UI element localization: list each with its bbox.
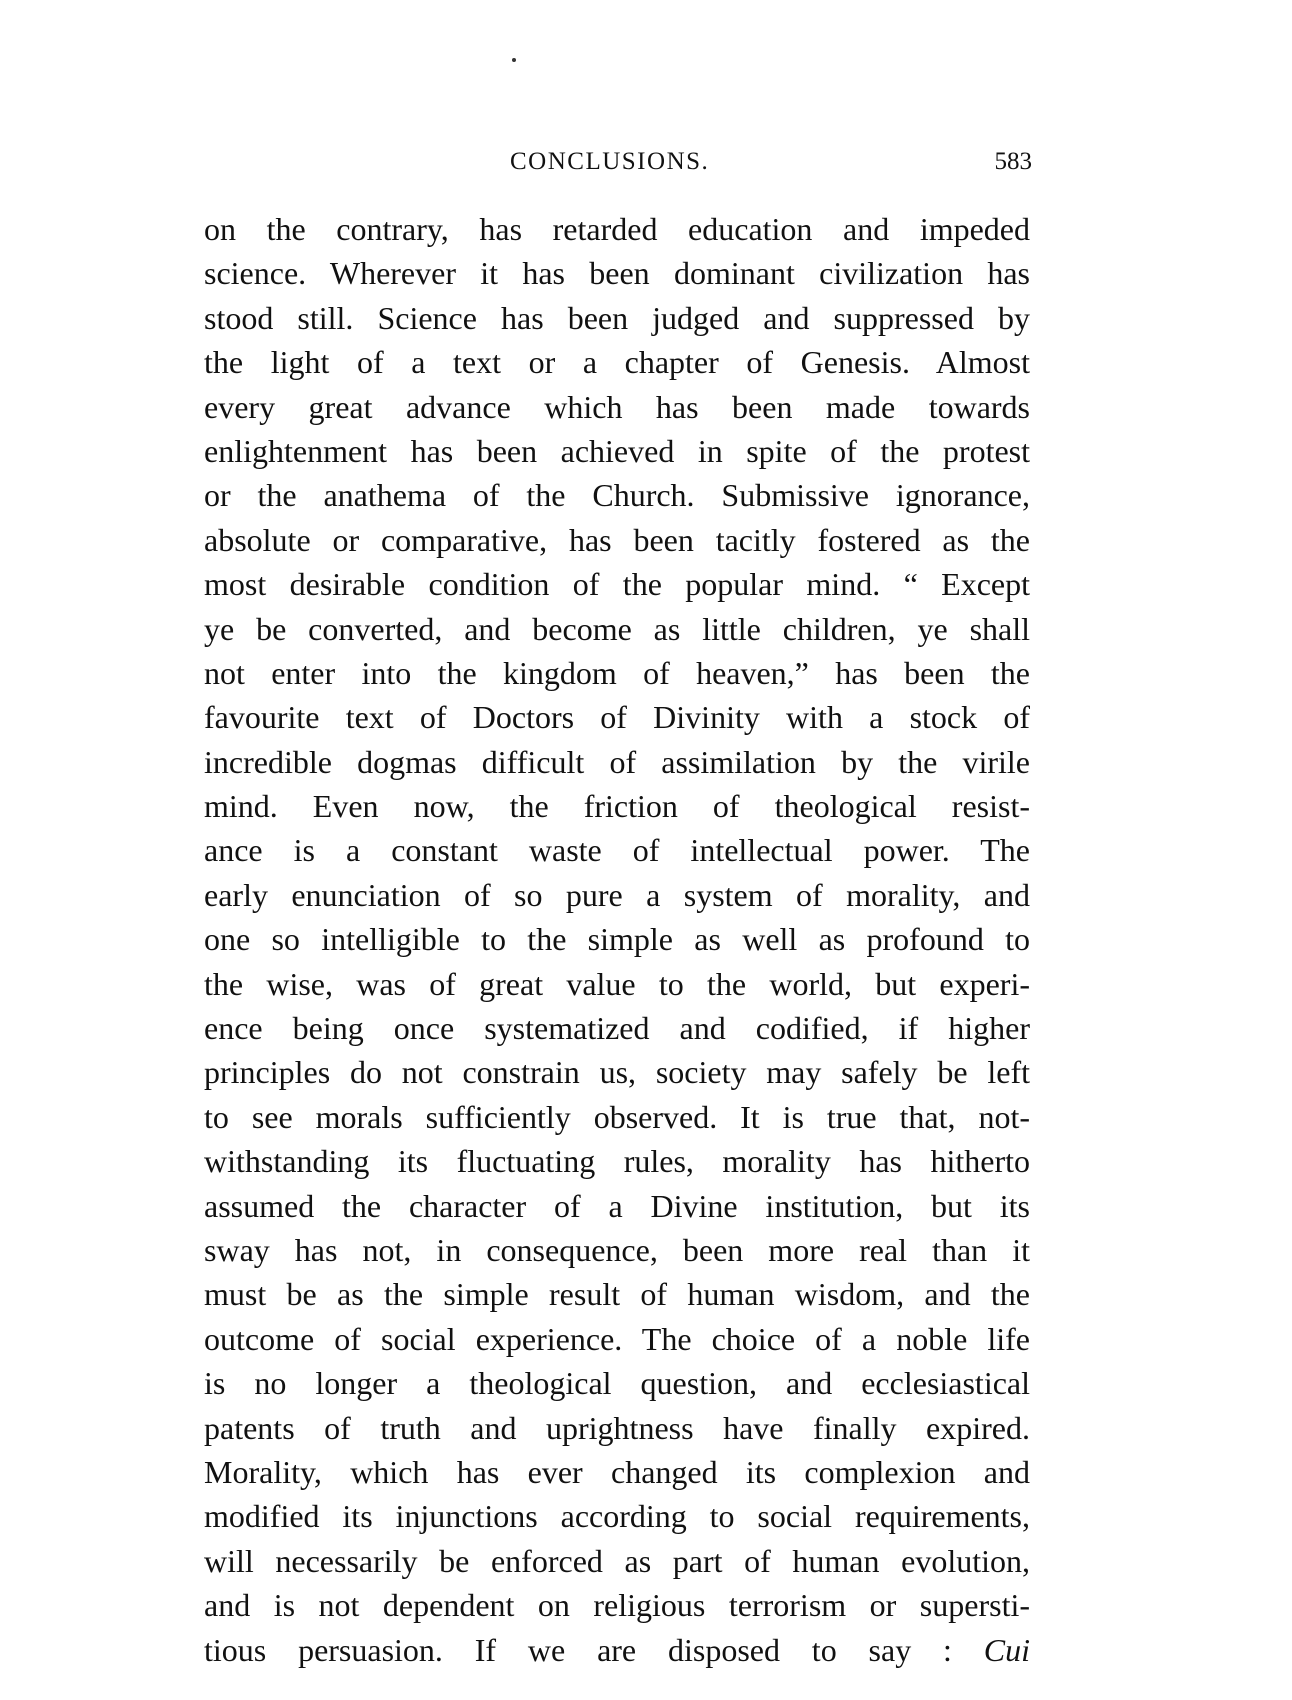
text-line: science. Wherever it has been dominant civilization has <box>204 255 1030 292</box>
text-line: Morality, which has ever changed its complexion and <box>204 1453 1030 1490</box>
text-line: on the contrary, has retarded education and impeded <box>204 211 1030 247</box>
text-line: and is not dependent on religious terrorism or supersti- <box>204 1587 1030 1624</box>
final-line-text: tious persuasion. If we are disposed to say : <box>204 1631 952 1668</box>
text-line: most desirable condition of the popular mind. “ Except <box>204 566 1030 603</box>
text-line: one so intelligible to the simple as well as profound to <box>204 921 1030 958</box>
text-line: mind. Even now, the friction of theological resist- <box>204 788 1030 825</box>
text-line: will necessarily be enforced as part of human evolution, <box>204 1542 1030 1579</box>
text-line: patents of truth and uprightness have finally expired. <box>204 1409 1030 1446</box>
text-line: the wise, was of great value to the world, but experi- <box>204 965 1030 1002</box>
text-line: assumed the character of a Divine institution, but its <box>204 1187 1030 1224</box>
text-line: absolute or comparative, has been tacitly fostered as the <box>204 521 1030 558</box>
text-line: ance is a constant waste of intellectual power. The <box>204 832 1030 869</box>
text-line: outcome of social experience. The choice of a noble life <box>204 1320 1030 1357</box>
text-line: sway has not, in consequence, been more real than it <box>204 1231 1030 1268</box>
text-line: early enunciation of so pure a system of morality, and <box>204 876 1030 913</box>
text-line: every great advance which has been made towards <box>204 388 1030 425</box>
text-line: is no longer a theological question, and ecclesiastical <box>204 1365 1030 1402</box>
print-speck <box>512 58 516 62</box>
text-line: enlightenment has been achieved in spite of the protest <box>204 432 1030 469</box>
text-line: modified its injunctions according to social requirements, <box>204 1498 1030 1535</box>
text-line: must be as the simple result of human wisdom, and the <box>204 1276 1030 1313</box>
text-line: ence being once systematized and codified, if higher <box>204 1010 1030 1047</box>
text-line: withstanding its fluctuating rules, morality has hitherto <box>204 1143 1030 1180</box>
text-line: the light of a text or a chapter of Genesis. Almost <box>204 344 1030 381</box>
text-line: to see morals sufficiently observed. It is true that, not- <box>204 1098 1030 1135</box>
running-title: CONCLUSIONS. <box>510 148 710 175</box>
text-line: incredible dogmas difficult of assimilation by the virile <box>204 743 1030 780</box>
text-line: or the anathema of the Church. Submissive ignorance, <box>204 477 1030 514</box>
latin-phrase: Cui <box>983 1631 1030 1668</box>
page-number: 583 <box>994 148 1032 175</box>
text-line: ye be converted, and become as little children, ye shall <box>204 610 1030 647</box>
body-text <box>204 207 1030 1672</box>
final-text-line <box>204 1628 1030 1672</box>
text-line: principles do not constrain us, society may safely be left <box>204 1054 1030 1091</box>
text-line: favourite text of Doctors of Divinity with a stock of <box>204 699 1030 736</box>
running-head <box>0 147 1292 177</box>
text-line: not enter into the kingdom of heaven,” has been the <box>204 654 1030 691</box>
text-line: stood still. Science has been judged and suppressed by <box>204 299 1030 336</box>
